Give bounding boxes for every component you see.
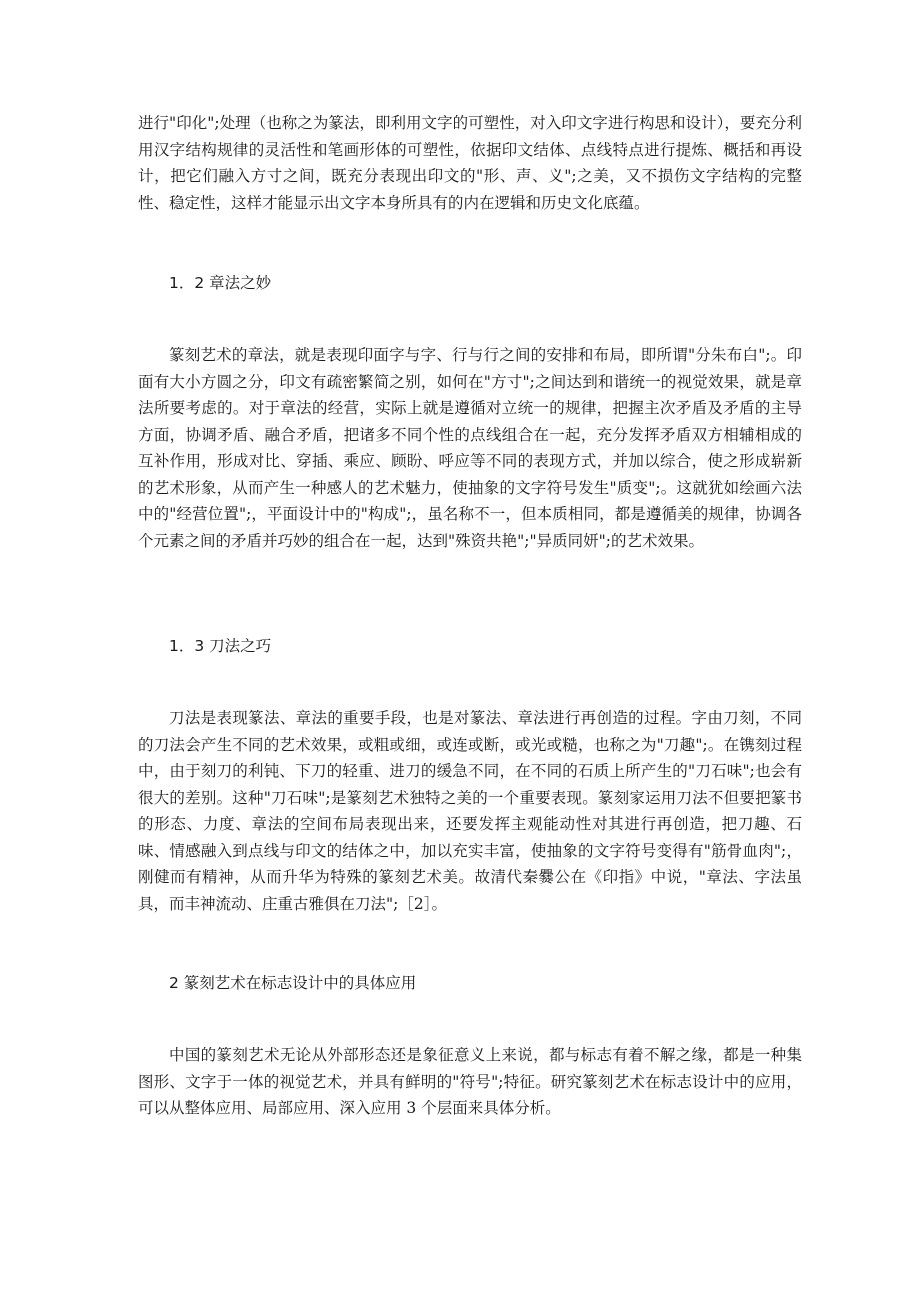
section-heading-1-2: 1．2 章法之妙 <box>169 274 272 292</box>
paragraph-text: 刀法是表现篆法、章法的重要手段，也是对篆法、章法进行再创造的过程。字由刀刻，不同的刀法会产生不同的艺术效果，或粗或细，或连或断，或光或糙，也称之为"刀趣";。在镌刻过程中，由于刻刀的利钝、下刀的轻重、进刀的缓急不同，在不同的石质上所产生的"刀石味";也会有很大的差别。这种"刀石味";是篆刻艺术独特之美的一个重要表现。篆刻家运用刀法不但要把篆书的形态、力度、章法的空间布局表现出来，还要发挥主观能动性对其进行再创造，把刀趣、石味、情感融入到点线与印文的结体之中，加以充实丰富，使抽象的文字符号变得有"筋骨血肉";，刚健而有精神，从而升华为特殊的篆刻艺术美。故清代秦爨公在《印指》中说，"章法、字法虽具，而丰神流动、庄重古雅俱在刀法";［2］。 <box>138 709 802 913</box>
section-heading-2: 2 篆刻艺术在标志设计中的具体应用 <box>169 974 417 992</box>
paragraph-text: 进行"印化";处理（也称之为篆法，即利用文字的可塑性，对入印文字进行构思和设计），要充分利用汉字结构规律的灵活性和笔画形体的可塑性，依据印文结体、点线特点进行提炼、概括和再设计，把它们融入方寸之间，既充分表现出印文的"形、声、义";之美，又不损伤文字结构的完整性、稳定性，这样才能显示出文字本身所具有的内在逻辑和历史文化底蕴。 <box>138 114 802 212</box>
paragraph-text: 篆刻艺术的章法，就是表现印面字与字、行与行之间的安排和布局，即所谓"分朱布白";。印面有大小方圆之分，印文有疏密繁简之别，如何在"方寸";之间达到和谐统一的视觉效果，就是章法所要考虑的。对于章法的经营，实际上就是遵循对立统一的规律，把握主次矛盾及矛盾的主导方面，协调矛盾、融合矛盾，把诸多不同个性的点线组合在一起，充分发挥矛盾双方相辅相成的互补作用，形成对比、穿插、乘应、顾盼、呼应等不同的表现方式，并加以综合，使之形成崭新的艺术形象，从而产生一种感人的艺术魅力，使抽象的文字符号发生"质变";。这就犹如绘画六法中的"经营位置";，平面设计中的"构成";，虽名称不一，但本质相同，都是遵循美的规律，协调各个元素之间的矛盾并巧妙的组合在一起，达到"殊资共艳";"异质同妍";的艺术效果。 <box>138 346 802 550</box>
section-heading-1-3: 1．3 刀法之巧 <box>169 637 272 655</box>
paragraph-text: 中国的篆刻艺术无论从外部形态还是象征意义上来说，都与标志有着不解之缘，都是一种集图形、文字于一体的视觉艺术，并具有鲜明的"符号";特征。研究篆刻艺术在标志设计中的应用，可以从整体应用、局部应用、深入应用 3 个层面来具体分析。 <box>138 1046 802 1117</box>
